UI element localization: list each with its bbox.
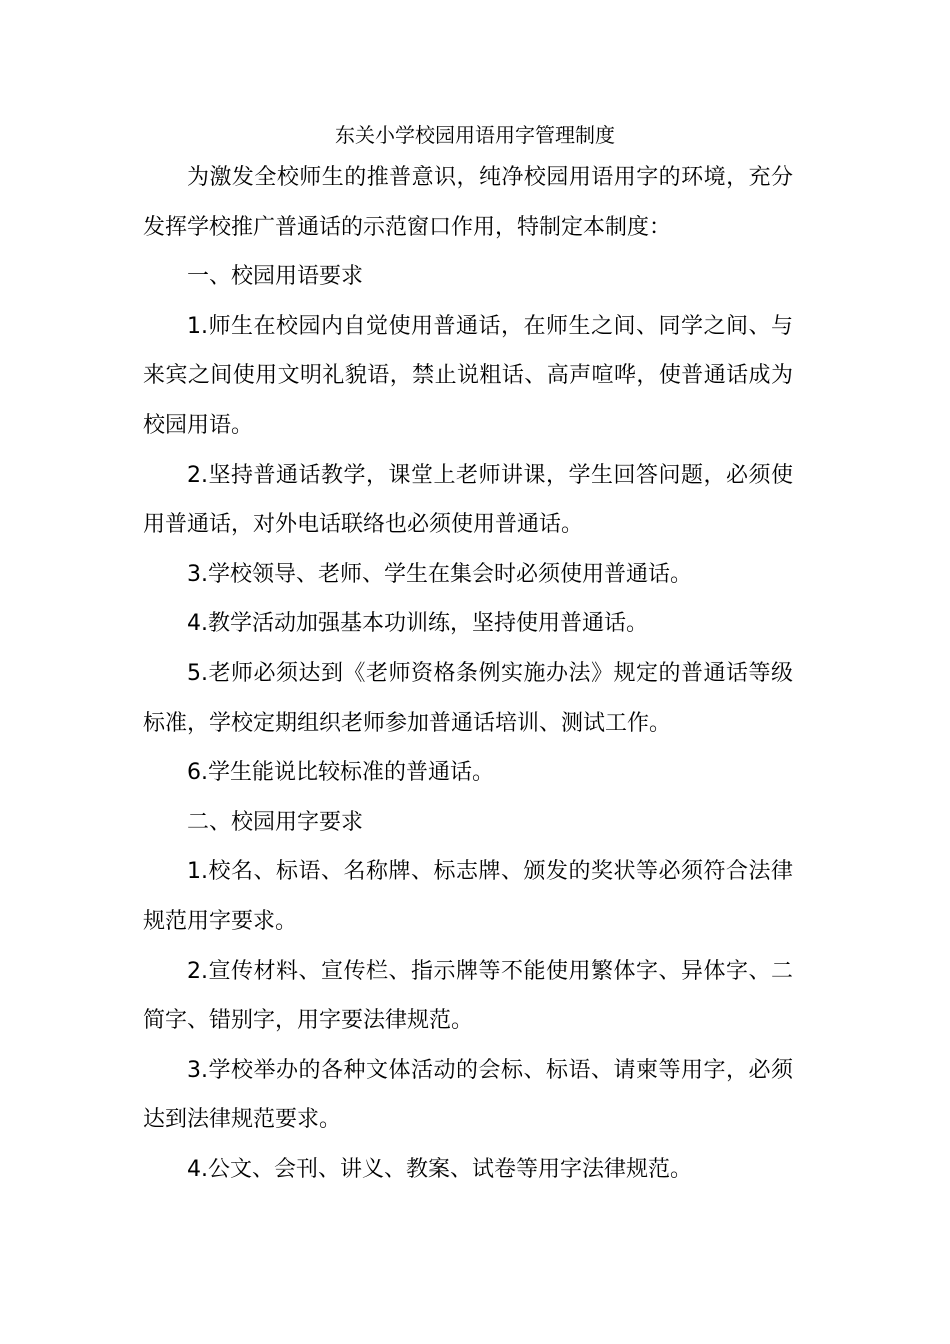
- speech-rule-4: 4.教学活动加强基本功训练，坚持使用普通话。: [187, 611, 648, 637]
- document-body: [143, 153, 793, 1194]
- intro-paragraph: 为激发全校师生的推普意识，纯净校园用语用字的环境，充分发挥学校推广普通话的示范窗口作用，特制定本制度：: [143, 165, 793, 240]
- speech-rule-5: 5.老师必须达到《老师资格条例实施办法》规定的普通话等级标准，学校定期组织老师参加普通话培训、测试工作。: [143, 660, 793, 736]
- speech-rule-2: 2.坚持普通话教学，课堂上老师讲课，学生回答问题，必须使用普通话，对外电话联络也必须使用普通话。: [143, 462, 793, 538]
- writing-rule-1: 1.校名、标语、名称牌、标志牌、颁发的奖状等必须符合法律规范用字要求。: [143, 859, 793, 934]
- writing-rule-2: 2.宣传材料、宣传栏、指示牌等不能使用繁体字、异体字、二简字、错别字，用字要法律规范。: [143, 958, 793, 1034]
- writing-rule-4: 4.公文、会刊、讲义、教案、试卷等用字法律规范。: [187, 1156, 692, 1182]
- speech-rule-1: 1.师生在校园内自觉使用普通话，在师生之间、同学之间、与来宾之间使用文明礼貌语，禁止说粗话、高声喧哗，使普通话成为校园用语。: [143, 313, 793, 438]
- writing-rule-3: 3.学校举办的各种文体活动的会标、标语、请柬等用字，必须达到法律规范要求。: [143, 1057, 793, 1133]
- section-heading-speech: 一、校园用语要求: [187, 264, 364, 290]
- speech-rule-6: 6.学生能说比较标准的普通话。: [187, 760, 494, 786]
- section-heading-writing: 二、校园用字要求: [187, 809, 364, 835]
- document-title: 东关小学校园用语用字管理制度: [335, 123, 615, 147]
- speech-rule-3: 3.学校领导、老师、学生在集会时必须使用普通话。: [187, 561, 692, 587]
